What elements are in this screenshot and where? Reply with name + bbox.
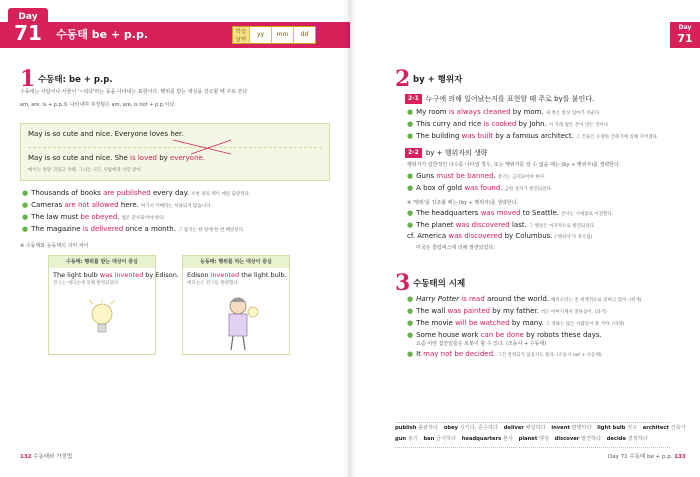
cf-sentence: cf. America was discovered by Columbus. ('행위자'가 강조됨) bbox=[407, 232, 593, 240]
list-item: ● Guns must be banned. 총기는 금지되어야 한다. bbox=[407, 172, 546, 180]
list-item: ● Harry Potter is read around the world. 해리포터는 전 세계적으로 읽혀고 있어. (현재) bbox=[407, 295, 642, 303]
section-3-title: 수동태의 시제 bbox=[413, 279, 466, 289]
right-page-number: 133 bbox=[674, 454, 686, 460]
compare-active-sentence: Edison invented the light bulb. bbox=[187, 271, 287, 279]
right-day-label: Day bbox=[678, 24, 692, 31]
sub-2-2-note: ※ '행위'를 강조할 때는 (by + 행위자)를 생략한다. bbox=[407, 200, 519, 206]
left-page-number: 132 bbox=[20, 454, 32, 460]
day-label: Day bbox=[18, 12, 38, 22]
list-item: ● The magazine is delivered once a month. 그 잡지는 한 달에 한 번 배달된다. bbox=[22, 225, 245, 233]
compare-box-passive bbox=[48, 255, 179, 355]
light-bulb-icon bbox=[87, 300, 117, 344]
right-footer-text: Day 71 수동태 be + p.p. bbox=[608, 454, 673, 460]
vocab-box bbox=[395, 422, 686, 448]
sub-2-1-tag: 2-1 bbox=[405, 94, 422, 104]
list-item: ● The planet was discovered last. 그 행성은 마지막으로 발견되었다. bbox=[407, 221, 596, 229]
sub-2-1-text: 누구에 의해 일어났는지를 표현할 때 주로 by를 붙인다. bbox=[425, 95, 595, 103]
left-footer-text: 수동태와 가정법 bbox=[33, 454, 73, 460]
sub-2-2-bullets-2 bbox=[407, 208, 613, 232]
page-title: 수동태 be + p.p. bbox=[56, 28, 149, 41]
compare-active-head: 능동태: 행위를 하는 대상이 중심 bbox=[183, 256, 289, 268]
list-item: ● It may not be decided. 그건 결정되지 않을지도 몰라. (조동사 not + 수동태) bbox=[407, 350, 602, 358]
day-badge bbox=[8, 8, 48, 48]
vocab-row-1: publish 출판하다 obey 지키다, 준수하다 deliver 배달하다 invent 발명하다 light bulb 전구 architect 건축가 bbox=[395, 425, 686, 431]
sub-2-2-text: by + 행위자의 생략 bbox=[425, 149, 488, 157]
date-cell-yy: yy bbox=[249, 27, 271, 43]
compare-passive-sentence: The light bulb was invented by Edison. bbox=[53, 271, 179, 279]
section-1-heading bbox=[20, 68, 113, 90]
section-2-heading bbox=[395, 68, 462, 90]
sub-2-2-tag: 2-2 bbox=[405, 148, 422, 158]
right-page bbox=[350, 0, 700, 477]
list-item: ● This curry and rice is cooked by John. 이 카레 밥은 존이 만든 것이다. bbox=[407, 120, 610, 128]
cf-translation: 미국은 콜럼버스에 의해 발견되었다. bbox=[416, 245, 495, 251]
list-item: ● Some house work can be done by robots these days. bbox=[407, 331, 602, 339]
list-item: ● Cameras are not allowed here. 여기서 카메라는 허용되지 않습니다. bbox=[22, 201, 212, 209]
section-1-title: 수동태: be + p.p. bbox=[38, 75, 113, 85]
list-item: ● The building was built by a famous architect. 그 건물은 유명한 건축가에 의해 지어졌다. bbox=[407, 132, 659, 140]
list-item: ● A box of gold was found. 금한 상자가 발견되었다. bbox=[407, 184, 553, 192]
sub-2-2-label bbox=[405, 148, 488, 158]
date-cell-mm: mm bbox=[271, 27, 293, 43]
right-footer bbox=[608, 452, 686, 460]
compare-box-active bbox=[182, 255, 290, 355]
list-item: ● The movie will be watched by many. 그 영화는 많은 사람들이 볼 거야. (미래) bbox=[407, 319, 625, 327]
compare-active-translation: 에디슨은 전구를 발명했다. bbox=[187, 281, 240, 286]
section-2-title: by + 행위자 bbox=[413, 75, 463, 85]
study-date-box bbox=[232, 26, 316, 44]
compare-passive-translation: 전구는 에디슨에 의해 발명되었다. bbox=[53, 281, 120, 286]
sub-2-2-bullets bbox=[407, 171, 552, 195]
section-1-number: 1 bbox=[20, 66, 36, 92]
sub-2-2-para: 행위자가 일반적인 다수를 나타낼 경우, 또는 행위자를 알 수 없을 때는 (by + 행위자)를 생략한다. bbox=[407, 162, 621, 168]
example-sentence-active: May is so cute and nice. Everyone loves her. bbox=[28, 130, 184, 138]
right-day-number: 71 bbox=[677, 32, 693, 45]
inventor-illustration-icon bbox=[213, 292, 263, 352]
right-day-tab bbox=[670, 22, 700, 48]
list-item: ● Thousands of books are published every day. 수천 권의 책이 매일 출판된다. bbox=[22, 189, 251, 197]
list-item: ● The wall was painted by my father. 벽은 아버지께서 칠하셨어. (과거) bbox=[407, 307, 607, 315]
list-item: ● The headquarters was moved to Seattle. 본사는 시애틀로 이전했다. bbox=[407, 209, 614, 217]
date-cell-dd: dd bbox=[293, 27, 315, 43]
section-2-number: 2 bbox=[395, 66, 411, 92]
section-1-bullets bbox=[22, 188, 250, 236]
vocab-row-2: gun 총기 ban 금지하다 headquarters 본사 planet 행성 discover 발견하다 decide 결정하다 bbox=[395, 436, 648, 442]
section-3-bullets-2 bbox=[407, 349, 602, 361]
list-item: ● My room is always cleaned by mom. 내 방은 항상 엄마가 치운다. bbox=[407, 108, 601, 116]
list-item: ● The law must be obeyed. 법은 준수되어야 한다. bbox=[22, 213, 165, 221]
day-number: 71 bbox=[14, 21, 42, 45]
compare-note: ※ 수동태와 능동태의 의미 차이 bbox=[20, 243, 89, 249]
section-3-number: 3 bbox=[395, 270, 411, 296]
example-translation: 메이는 정말 귀엽고 착해. 그녀는 모든 사람에게 사랑 받아. bbox=[28, 168, 143, 173]
section-1-para-2: am, are, is + p.p.로 나타내며 부정형은 am, are, is not + p.p.이다. bbox=[20, 102, 176, 108]
section-1-para-1: 수동태는 사람이나 사물이 '~되다'라는 동을 나타내는 표현이다. 행위를 받는 대상을 강조할 때 주로 쓴다. bbox=[20, 89, 249, 95]
compare-passive-head: 수동태: 행위를 받는 대상이 중심 bbox=[49, 256, 155, 268]
section-3-heading bbox=[395, 272, 465, 294]
example-sentence-passive: May is so cute and nice. She is loved by everyone. bbox=[28, 154, 206, 162]
section-3-bullet-4-translation: 요즘 어떤 집안일들은 로봇이 할 수 있다. (조동사 + 수동태) bbox=[416, 341, 547, 347]
book-gutter bbox=[344, 0, 356, 477]
sub-2-1-label bbox=[405, 94, 594, 104]
sub-2-1-bullets bbox=[407, 107, 658, 143]
example-box bbox=[20, 123, 330, 181]
study-date-label: 학습 날짜 bbox=[233, 27, 249, 43]
left-footer bbox=[20, 452, 72, 460]
section-3-bullets bbox=[407, 294, 641, 341]
